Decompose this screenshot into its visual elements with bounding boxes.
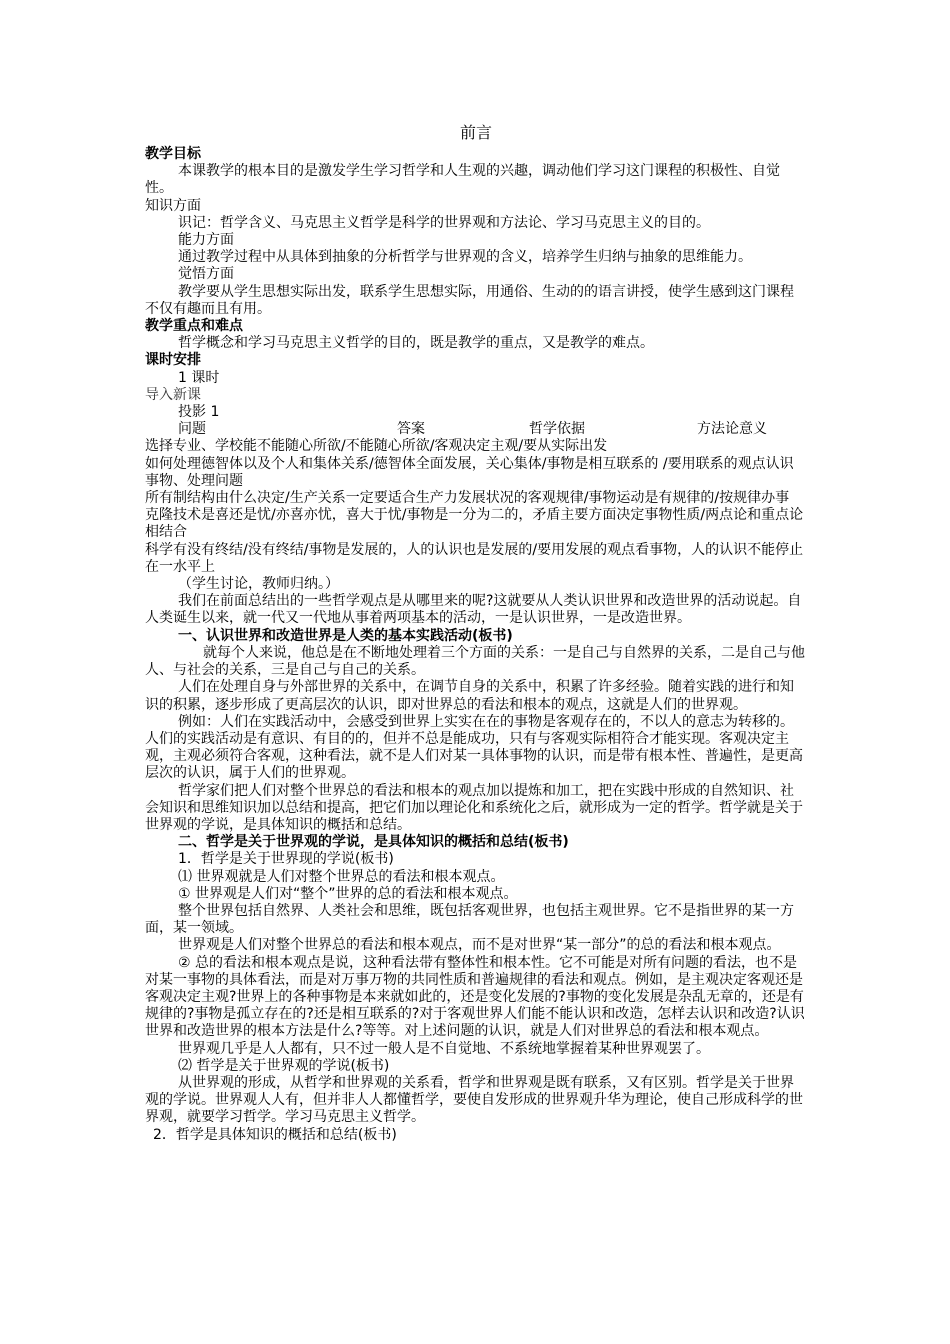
section2-heading: 二、哲学是关于世界观的学说，是具体知识的概括和总结(板书) bbox=[178, 834, 569, 851]
section2-item: ⑴ 世界观就是人们对整个世界总的看法和根本观点。 bbox=[178, 868, 505, 885]
section1-paragraph: 哲学家们把人们对整个世界总的看法和根本的观点加以提炼和加工，把在实践中形成的自然知识、社会知识和思维知识加以总结和提高，把它们加以理论化和系统化之后，就形成为一定的哲学。哲学就是关于世界观的学说，是具体知识的概括和总结。 bbox=[145, 782, 803, 833]
column-question: 问题 bbox=[178, 421, 206, 438]
section1-heading: 一、认识世界和改造世界是人类的基本实践活动(板书) bbox=[178, 627, 513, 644]
section2-paragraph: ② 总的看法和根本观点是说，这种看法带有整体性和根本性。它不可能是对所有问题的看法，也不是对某一事物的具体看法，而是对万事万物的共同性质和普遍规律的看法和观点。例如，是主观决定客观还是客观决定主观?世界上的各种事物是本来就如此的，还是变化发展的?事物的变化发展是杂乱无章的，还是有规律的?事物是孤立存在的?还是相互联系的?对于客观世界人们能不能认识和改造，怎样去认识和改造?认识世界和改造世界的根本方法是什么?等等。对上述问题的认识，就是人们对世界总的看法和根本观点。 bbox=[145, 954, 805, 1040]
projection-row: 如何处理德智体以及个人和集体关系/德智体全面发展，关心集体/事物是相互联系的 /要用联系的观点认识事物、处理问题 bbox=[145, 455, 794, 489]
section1-paragraph: 例如：人们在实践活动中，会感受到世界上实实在在的事物是客观存在的，不以人的意志为转移的。人们的实践活动是有意识、有目的的，但并不总是能成功，只有与客观实际相符合才能实现。客观决定主观，主观必须符合客观，这种看法，就不是人们对某一具体事物的认识，而是带有根本性、普遍性，是更高层次的认识，属于人们的世界观。 bbox=[145, 713, 803, 782]
awareness-label: 觉悟方面 bbox=[178, 266, 234, 283]
knowledge-label: 知识方面 bbox=[145, 197, 201, 214]
section2-subheading: 2．哲学是具体知识的概括和总结(板书) bbox=[153, 1126, 397, 1143]
ability-label: 能力方面 bbox=[178, 232, 234, 249]
knowledge-text: 识记：哲学含义、马克思主义哲学是科学的世界观和方法论、学习马克思主义的目的。 bbox=[178, 214, 710, 231]
column-method: 方法论意义 bbox=[697, 421, 767, 438]
section2-subheading: 1．哲学是关于世界现的学说(板书) bbox=[178, 851, 394, 868]
column-basis: 哲学依据 bbox=[529, 421, 585, 438]
section2-point: ① 世界观是人们对“整个”世界的总的看法和根本观点。 bbox=[178, 885, 518, 902]
projection-row: 所有制结构由什么决定/生产关系一定要适合生产力发展状况的客观规律/事物运动是有规律的/按规律办事 bbox=[145, 490, 790, 507]
schedule-text: 1 课时 bbox=[178, 369, 220, 386]
section2-paragraph: 从世界观的形成，从哲学和世界观的关系看，哲学和世界观是既有联系，又有区别。哲学是关于世界观的学说。世界观人人有，但并非人人都懂哲学，要使自发形成的世界观升华为理论，使自己形成科学的世界观，就要学习哲学。学习马克思主义哲学。 bbox=[145, 1074, 803, 1126]
awareness-text: 教学要从学生思想实际出发，联系学生思想实际，用通俗、生动的的语言讲授，使学生感到这门课程不仅有趣而且有用。 bbox=[145, 283, 794, 317]
projection-row: 科学有没有终结/没有终结/事物是发展的，人的认识也是发展的/要用发展的观点看事物，人的认识不能停止在一水平上 bbox=[145, 541, 804, 575]
column-answer: 答案 bbox=[397, 421, 425, 438]
teaching-goals-heading: 教学目标 bbox=[145, 146, 201, 162]
ability-text: 通过教学过程中从具体到抽象的分析哲学与世界观的含义，培养学生归纳与抽象的思维能力。 bbox=[178, 249, 752, 266]
discussion-note: （学生讨论，教师归纳。） bbox=[178, 576, 339, 593]
section2-paragraph: 世界观是人们对整个世界总的看法和根本观点，而不是对世界“某一部分”的总的看法和根本观点。 bbox=[178, 937, 781, 954]
schedule-heading: 课时安排 bbox=[145, 352, 201, 369]
projection-row: 选择专业、学校能不能随心所欲/不能随心所欲/客观决定主观/要从实际出发 bbox=[145, 438, 608, 455]
section2-paragraph: 世界观几乎是人人都有，只不过一般人是不自觉地、不系统地掌握着某种世界观罢了。 bbox=[178, 1040, 710, 1057]
projection-label: 投影 1 bbox=[178, 404, 220, 421]
section2-paragraph: 整个世界包括自然界、人类社会和思维，既包括客观世界，也包括主观世界。它不是指世界的某一方面，某一领域。 bbox=[145, 902, 794, 937]
projection-columns bbox=[145, 421, 807, 438]
section2-item: ⑵ 哲学是关于世界观的学说(板书) bbox=[178, 1057, 390, 1074]
projection-row: 克隆技术是喜还是忧/亦喜亦忧，喜大于忧/事物是一分为二的，矛盾主要方面决定事物性质/两点论和重点论相结合 bbox=[145, 507, 804, 541]
key-points-heading: 教学重点和难点 bbox=[145, 318, 243, 335]
document-body bbox=[145, 146, 807, 1144]
section1-paragraph: 就每个人来说，他总是在不断地处理着三个方面的关系：一是自己与自然界的关系，二是自己与他人、与社会的关系，三是自己与自己的关系。 bbox=[145, 644, 805, 679]
section1-paragraph: 人们在处理自身与外部世界的关系中，在调节自身的关系中，积累了许多经验。随着实践的进行和知识的积累，逐步形成了更高层次的认识，即对世界总的看法和根本的观点，这就是人们的世界观。 bbox=[145, 679, 794, 713]
teaching-goals-intro: 本课教学的根本目的是激发学生学习哲学和人生观的兴趣，调动他们学习这门课程的积极性、自觉性。 bbox=[145, 163, 780, 197]
lead-paragraph: 我们在前面总结出的一些哲学观点是从哪里来的呢?这就要从人类认识世界和改造世界的活动说起。自人类诞生以来，就一代又一代地从事着两项基本的活动，一是认识世界，一是改造世界。 bbox=[145, 593, 802, 627]
key-points-text: 哲学概念和学习马克思主义哲学的目的，既是教学的重点，又是教学的难点。 bbox=[178, 335, 654, 352]
page-title: 前言 bbox=[459, 123, 492, 142]
intro-heading: 导入新课 bbox=[145, 386, 201, 403]
